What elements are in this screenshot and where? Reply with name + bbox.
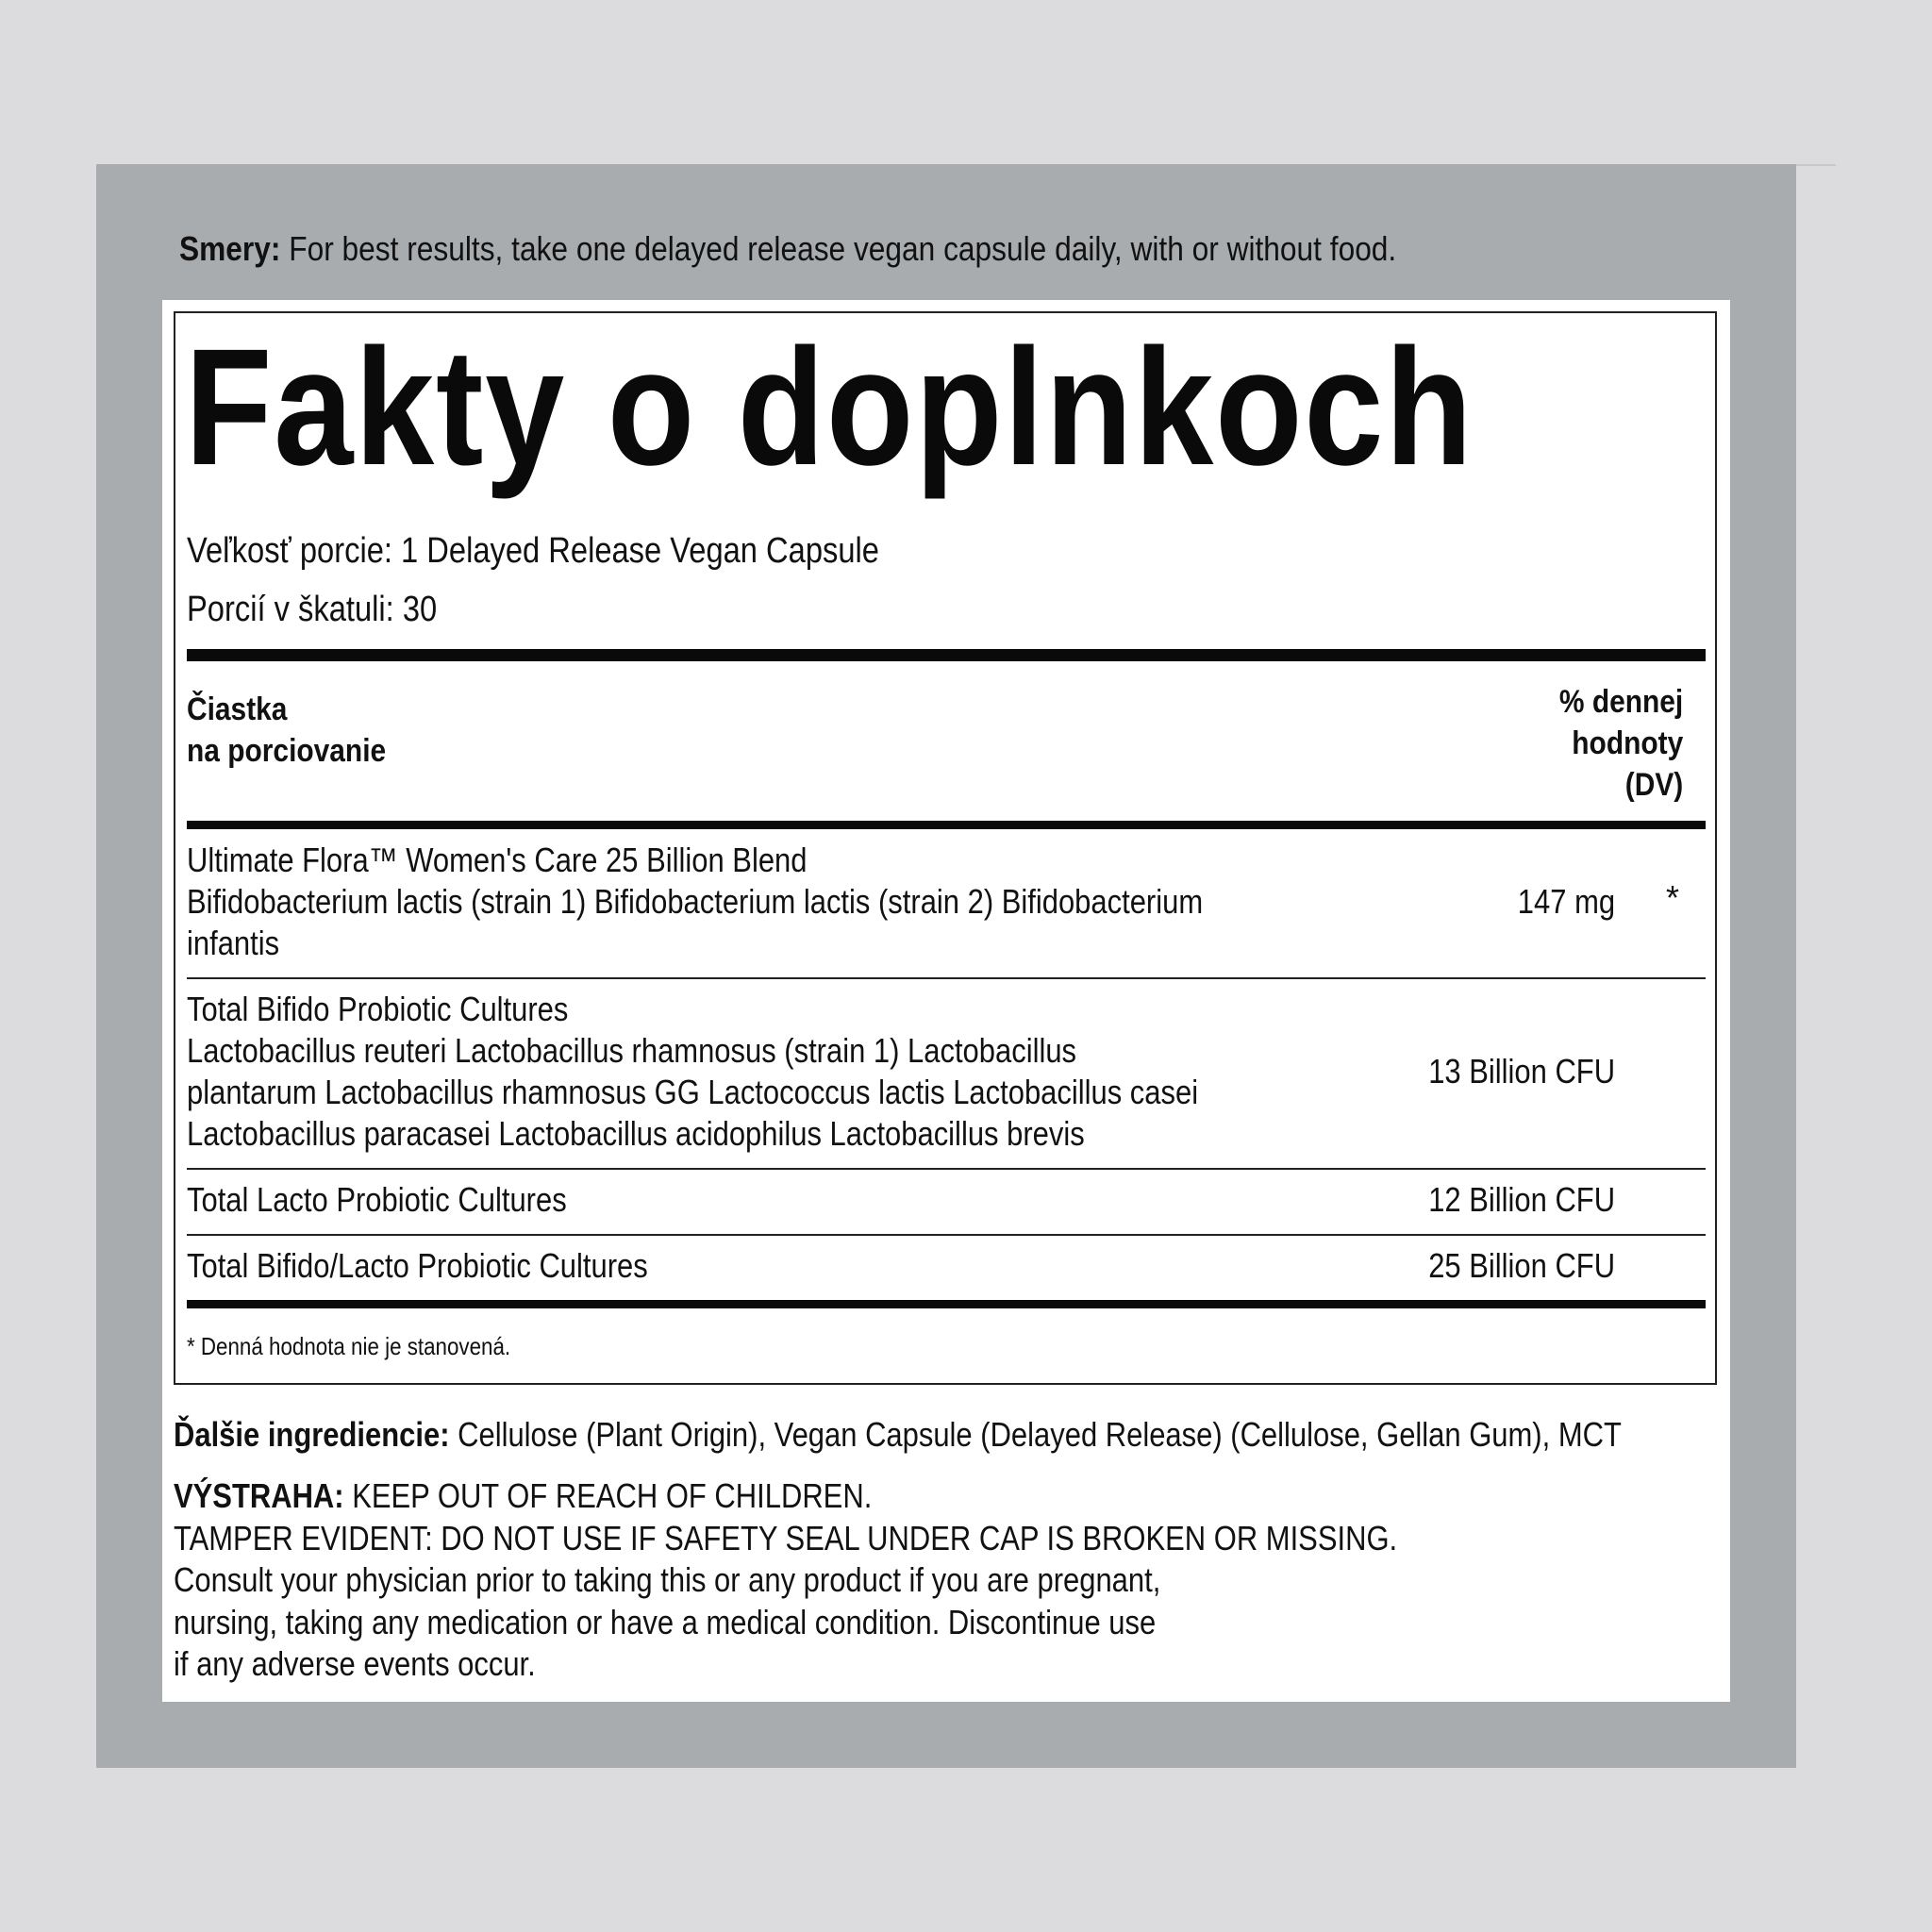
warning-line: if any adverse events occur. — [174, 1644, 536, 1683]
row-line: Lactobacillus paracasei Lactobacillus acidophilus Lactobacillus brevis — [187, 1114, 1085, 1153]
directions — [179, 225, 1591, 274]
header-right-line1: % dennej — [1558, 684, 1683, 720]
row-line: Total Bifido Probiotic Cultures — [187, 990, 569, 1028]
medium-rule — [187, 821, 1706, 829]
footnote: * Denná hodnota nie je stanovená. — [187, 1332, 511, 1360]
serving-size: Veľkosť porcie: 1 Delayed Release Vegan Capsule — [187, 531, 879, 571]
row-dv: * — [1665, 878, 1679, 917]
table-row — [187, 989, 1198, 1155]
row-line: Total Bifido/Lacto Probiotic Cultures — [187, 1246, 648, 1285]
warning — [174, 1475, 1397, 1686]
row-amount: 12 Billion CFU — [1428, 1180, 1615, 1219]
row-amount: 13 Billion CFU — [1428, 1052, 1615, 1091]
header-daily-value — [1559, 681, 1683, 806]
thin-rule — [187, 1234, 1706, 1236]
supplement-facts-box — [174, 311, 1717, 1385]
row-amount: 25 Billion CFU — [1428, 1246, 1615, 1285]
warning-text: KEEP OUT OF REACH OF CHILDREN. — [352, 1476, 873, 1515]
thin-rule — [187, 977, 1706, 979]
thick-rule — [187, 649, 1706, 661]
medium-rule — [187, 1300, 1706, 1308]
table-row — [187, 1179, 567, 1221]
header-right-line3: (DV) — [1624, 767, 1683, 803]
table-row — [187, 1245, 648, 1287]
thin-rule — [187, 1168, 1706, 1170]
divider — [1796, 164, 1836, 166]
row-line: Ultimate Flora™ Women's Care 25 Billion Blend — [187, 841, 808, 879]
warning-line: TAMPER EVIDENT: DO NOT USE IF SAFETY SEAL UNDER CAP IS BROKEN OR MISSING. — [174, 1518, 1398, 1557]
warning-line: nursing, taking any medication or have a medical condition. Discontinue use — [174, 1602, 1157, 1641]
directions-text: For best results, take one delayed release vegan capsule daily, with or without food. — [289, 229, 1397, 268]
row-line: Total Lacto Probiotic Cultures — [187, 1180, 567, 1219]
row-line: plantarum Lactobacillus rhamnosus GG Lactococcus lactis Lactobacillus casei — [187, 1073, 1199, 1111]
other-ingredients-text: Cellulose (Plant Origin), Vegan Capsule (Delayed Release) (Cellulose, Gellan Gum), MCT — [458, 1415, 1622, 1454]
warning-label: VÝSTRAHA: — [174, 1476, 344, 1515]
other-ingredients — [174, 1411, 1622, 1458]
warning-line: Consult your physician prior to taking this or any product if you are pregnant, — [174, 1560, 1161, 1599]
facts-title: Fakty o doplnkoch — [185, 315, 1474, 500]
warning-line — [174, 1475, 1397, 1518]
row-line: infantis — [187, 924, 280, 962]
header-right-line2: hodnoty — [1572, 725, 1683, 761]
other-ingredients-label: Ďalšie ingrediencie: — [174, 1415, 450, 1454]
row-line: Lactobacillus reuteri Lactobacillus rhamnosus (strain 1) Lactobacillus — [187, 1031, 1077, 1070]
row-amount: 147 mg — [1517, 882, 1615, 921]
directions-label: Smery: — [179, 229, 281, 268]
header-left-line1: Čiastka — [187, 691, 288, 727]
header-amount-per-serving — [187, 689, 386, 772]
header-left-line2: na porciovanie — [187, 733, 387, 769]
row-line: Bifidobacterium lactis (strain 1) Bifidobacterium lactis (strain 2) Bifidobacterium — [187, 882, 1204, 921]
table-row — [187, 840, 1203, 964]
servings-per-container: Porcií v škatuli: 30 — [187, 590, 438, 629]
